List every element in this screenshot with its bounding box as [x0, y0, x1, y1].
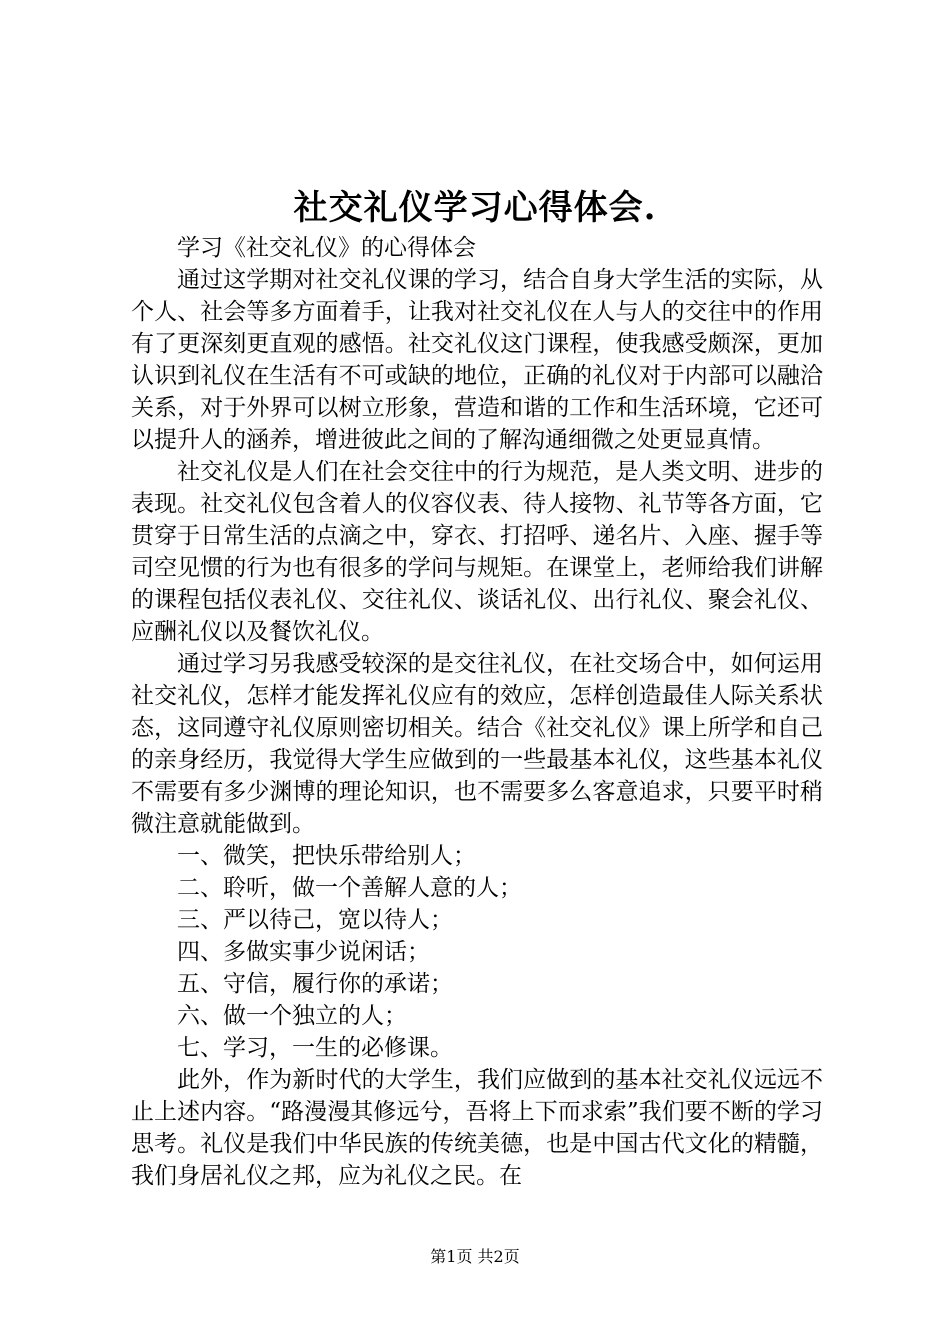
page-indicator: 第1页 共2页: [430, 1247, 520, 1266]
list-item: 三、严以待己，宽以待人；: [177, 907, 453, 933]
paragraph-2: 社交礼仪是人们在社会交往中的行为规范，是人类文明、进步的表现。社交礼仪包含着人的仪容仪表、待人接物、礼节等各方面，它贯穿于日常生活的点滴之中，穿衣、打招呼、递名片、入座、握手等司空见惯的行为也有很多的学问与规矩。在课堂上，老师给我们讲解的课程包括仪表礼仪、交往礼仪、谈话礼仪、出行礼仪、聚会礼仪、应酬礼仪以及餐饮礼仪。: [131, 459, 823, 645]
document-subtitle: 学习《社交礼仪》的心得体会: [177, 235, 476, 261]
list-item: 五、守信，履行你的承诺；: [177, 971, 453, 997]
list-item: 四、多做实事少说闲话；: [177, 939, 430, 965]
document-body: [131, 232, 823, 1192]
list-item: 七、学习，一生的必修课。: [177, 1035, 453, 1061]
list-item: 二、聆听，做一个善解人意的人；: [177, 875, 522, 901]
paragraph-1: 通过这学期对社交礼仪课的学习，结合自身大学生活的实际，从个人、社会等多方面着手，让我对社交礼仪在人与人的交往中的作用有了更深刻更直观的感悟。社交礼仪这门课程，使我感受颇深，更加认识到礼仪在生活有不可或缺的地位，正确的礼仪对于内部可以融洽关系，对于外界可以树立形象，营造和谐的工作和生活环境，它还可以提升人的涵养，增进彼此之间的了解沟通细微之处更显真情。: [131, 267, 823, 453]
document-title: 社交礼仪学习心得体会.: [293, 188, 657, 228]
list-item: 一、微笑，把快乐带给别人；: [177, 843, 476, 869]
list-item: 六、做一个独立的人；: [177, 1003, 407, 1029]
paragraph-3: 通过学习另我感受较深的是交往礼仪，在社交场合中，如何运用社交礼仪，怎样才能发挥礼仪应有的效应，怎样创造最佳人际关系状态，这同遵守礼仪原则密切相关。结合《社交礼仪》课上所学和自己的亲身经历，我觉得大学生应做到的一些最基本礼仪，这些基本礼仪不需要有多少渊博的理论知识，也不需要多么客意追求，只要平时稍微注意就能做到。: [131, 651, 823, 837]
closing-paragraph: 此外，作为新时代的大学生，我们应做到的基本社交礼仪远远不止上述内容。“路漫漫其修远兮，吾将上下而求索”我们要不断的学习思考。礼仪是我们中华民族的传统美德，也是中国古代文化的精髓，我们身居礼仪之邦，应为礼仪之民。在: [131, 1067, 823, 1189]
